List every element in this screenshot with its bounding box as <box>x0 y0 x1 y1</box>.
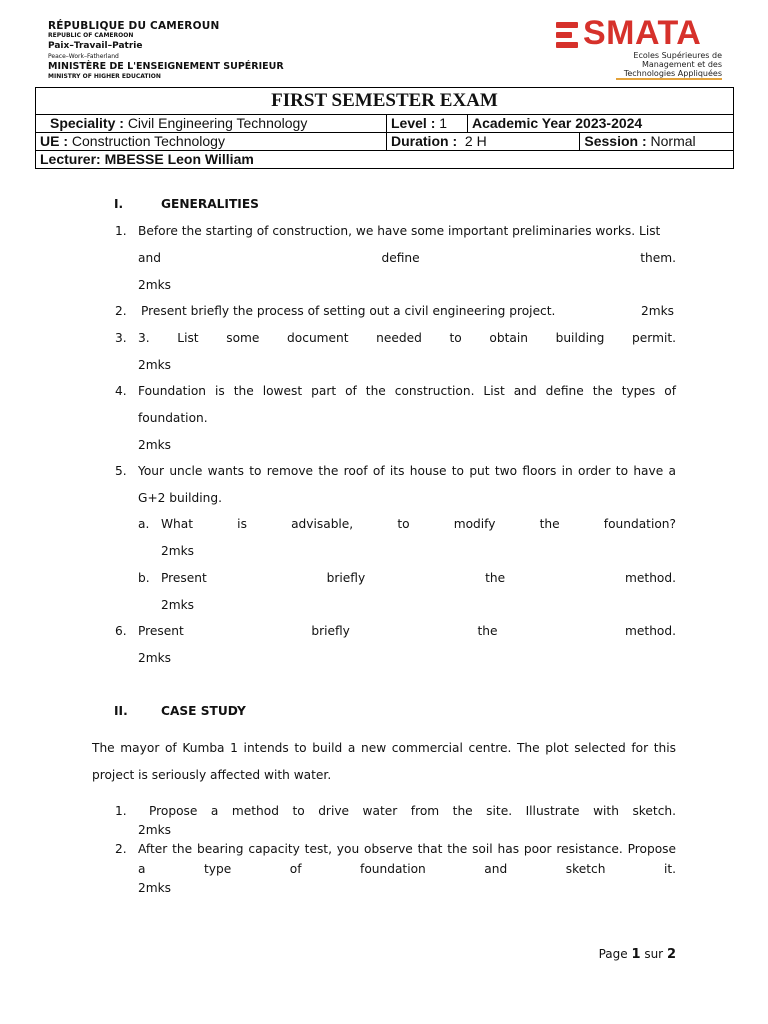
q6-number: 6. <box>115 624 127 638</box>
country-en: REPUBLIC OF CAMEROON <box>48 32 134 39</box>
duration-label: Duration : <box>391 133 458 149</box>
section-2-number: II. <box>114 704 128 718</box>
q4-marks: 2mks <box>138 438 172 452</box>
case-q2-marks: 2mks <box>138 881 172 895</box>
logo-mark-icon <box>556 20 582 50</box>
duration-value: 2 H <box>464 133 487 149</box>
session-cell <box>580 133 734 151</box>
smata-logo <box>556 14 726 82</box>
case-q2-line-1: After the bearing capacity test, you observe that the soil has poor resistance. Propose <box>138 842 676 856</box>
q3-number: 3. <box>115 331 127 345</box>
ministry-fr: MINISTÈRE DE L'ENSEIGNEMENT SUPÉRIEUR <box>48 61 284 72</box>
q6-marks: 2mks <box>138 651 172 665</box>
q3-text: 3. List some document needed to obtain building permit. <box>138 331 676 345</box>
q4-number: 4. <box>115 384 127 398</box>
logo-subtitle-line-1: Ecoles Supérieures de <box>633 51 722 60</box>
ue-cell <box>36 133 387 151</box>
country-fr: RÉPUBLIQUE DU CAMEROUN <box>48 20 220 32</box>
level-value: 1 <box>439 115 448 131</box>
q4-line-2: foundation. <box>138 411 208 425</box>
speciality-label: Speciality : <box>50 115 124 131</box>
page-word: Page <box>598 947 628 961</box>
page-current: 1 <box>631 947 641 962</box>
logo-name: SMATA <box>583 14 702 52</box>
ue-label: UE : <box>40 133 68 149</box>
section-2-title: CASE STUDY <box>161 704 246 718</box>
q6-text: Present briefly the method. <box>138 624 676 638</box>
logo-subtitle-line-3: Technologies Appliquées <box>623 69 722 78</box>
section-1-number: I. <box>114 197 124 211</box>
case-intro-line-2: project is seriously affected with water. <box>92 768 332 782</box>
q5b-text: Present briefly the method. <box>161 571 676 585</box>
speciality-value: Civil Engineering Technology <box>127 115 308 131</box>
q1-line-1: Before the starting of construction, we have some important preliminaries works. List <box>138 224 661 238</box>
level-label: Level : <box>391 115 436 131</box>
q5b-letter: b. <box>138 571 150 585</box>
q4-line-1: Foundation is the lowest part of the construction. List and define the types of <box>138 384 676 398</box>
case-q1-text: Propose a method to drive water from the site. Illustrate with sketch. <box>149 804 676 818</box>
academic-year: Academic Year 2023-2024 <box>468 115 734 133</box>
lecturer: Lecturer: MBESSE Leon William <box>40 151 254 167</box>
q5a-marks: 2mks <box>161 544 195 558</box>
speciality-cell <box>36 115 387 133</box>
q1-number: 1. <box>115 224 127 238</box>
logo-subtitle <box>624 51 722 78</box>
q3-marks: 2mks <box>138 358 172 372</box>
q5b-marks: 2mks <box>161 598 195 612</box>
case-q2-line-2: a type of foundation and sketch it. <box>138 862 676 876</box>
q2-marks: 2mks <box>641 304 675 318</box>
q1-marks: 2mks <box>138 278 172 292</box>
case-q2-number: 2. <box>115 842 127 856</box>
logo-subtitle-line-2: Management et des <box>641 60 722 69</box>
q5a-letter: a. <box>138 517 150 531</box>
session-value: Normal <box>650 133 696 149</box>
q2-text: Present briefly the process of setting out a civil engineering project. <box>141 304 556 318</box>
q5-line-1: Your uncle wants to remove the roof of its house to put two floors in order to have a <box>138 464 676 478</box>
q5-number: 5. <box>115 464 127 478</box>
case-q1-marks: 2mks <box>138 823 172 837</box>
duration-cell <box>387 133 580 151</box>
section-1-title: GENERALITIES <box>161 197 259 211</box>
motto-en: Peace–Work–Fatherland <box>48 53 119 60</box>
q2-number: 2. <box>115 304 127 318</box>
logo-underline <box>616 78 722 80</box>
q1-line-2: and define them. <box>138 251 676 265</box>
exam-info-table <box>35 87 734 169</box>
lecturer-cell <box>36 151 734 169</box>
q5a-text: What is advisable, to modify the foundation? <box>161 517 676 531</box>
page-number <box>599 947 676 962</box>
page-total: 2 <box>666 947 676 962</box>
exam-title: FIRST SEMESTER EXAM <box>36 88 734 115</box>
motto-fr: Paix–Travail–Patrie <box>48 41 143 51</box>
case-q1-number: 1. <box>115 804 127 818</box>
ue-value: Construction Technology <box>71 133 225 149</box>
ministry-en: MINISTRY OF HIGHER EDUCATION <box>48 73 161 80</box>
level-cell <box>387 115 468 133</box>
page-sur: sur <box>644 947 664 961</box>
case-intro-line-1: The mayor of Kumba 1 intends to build a new commercial centre. The plot selected for this <box>92 741 676 755</box>
q5-line-2: G+2 building. <box>138 491 222 505</box>
session-label: Session : <box>584 133 647 149</box>
